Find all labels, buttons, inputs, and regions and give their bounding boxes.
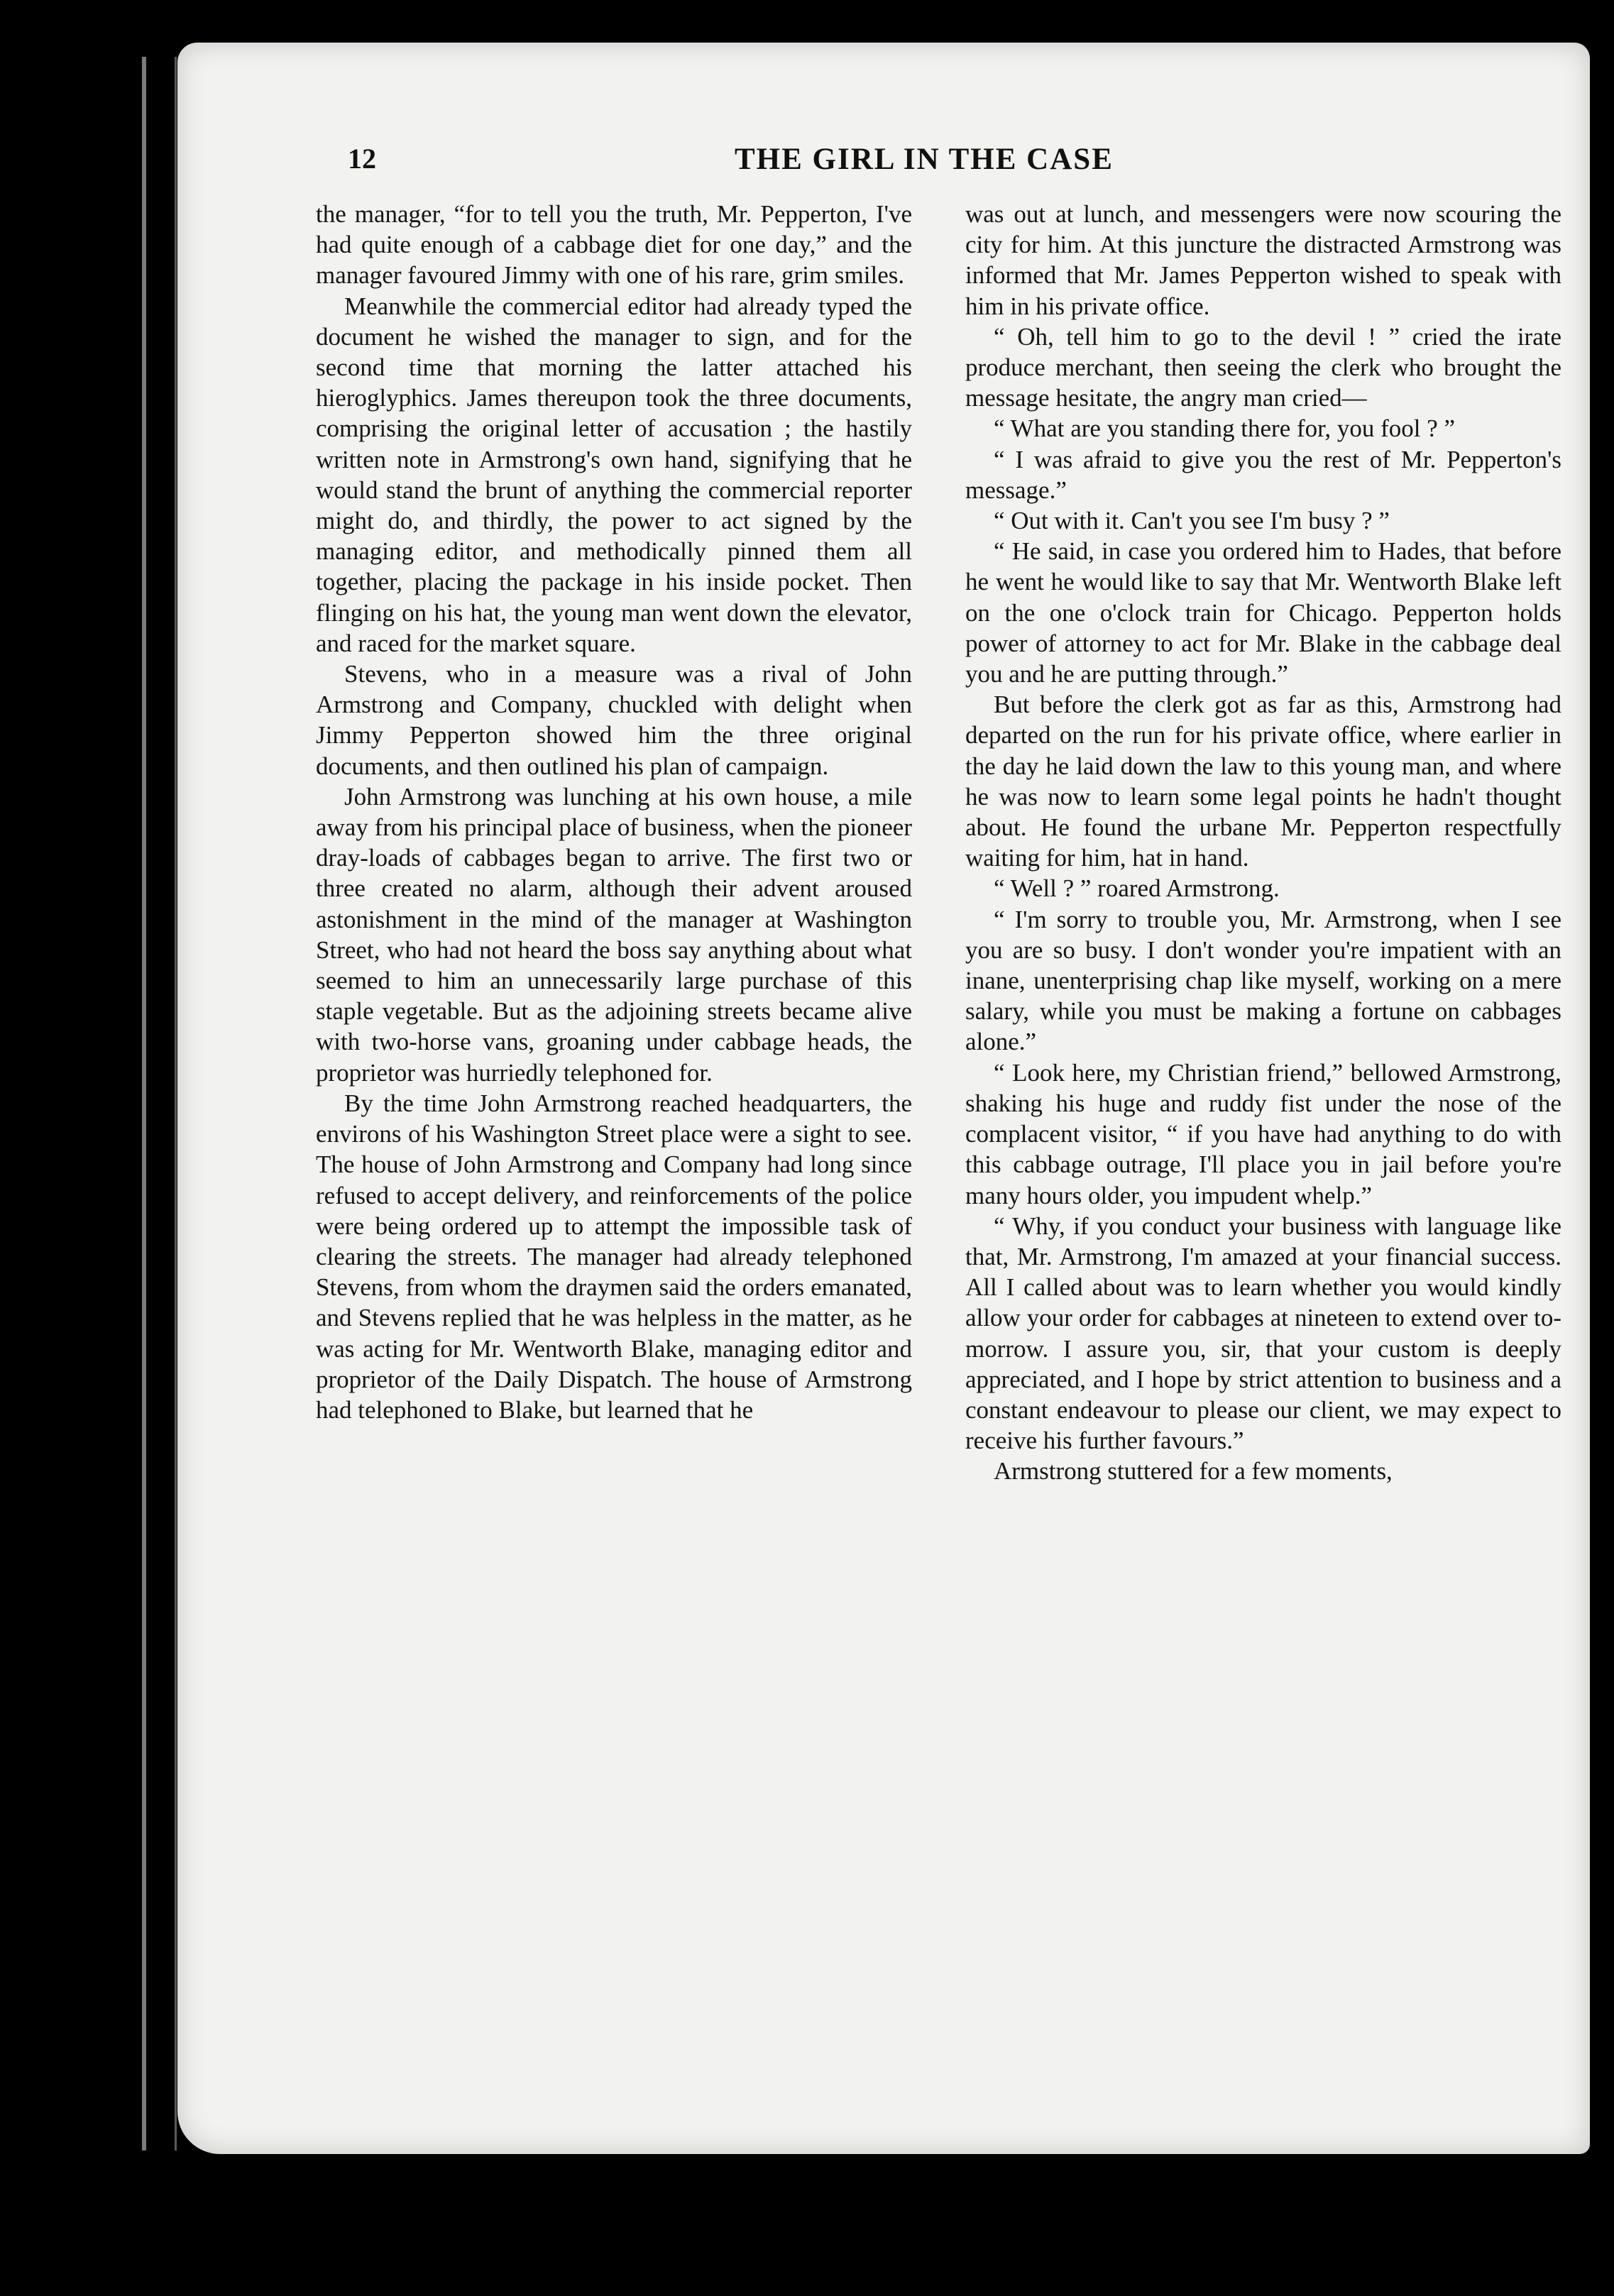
paragraph: John Armstrong was lunching at his own house, a mile away from his principal place of business, when the pioneer dray-loads of cabbages began to arrive. The first two or three created no alarm, although their advent aroused astonishment in the mind of the manager at Washington Street, who had not heard the boss say anything about what seemed to him an unnecessarily large purchase of this staple vegetable. But as the adjoining streets became alive with two-horse vans, groaning under cabbage heads, the proprietor was hurriedly telephoned for. [316, 782, 912, 1087]
paragraph: “ Oh, tell him to go to the devil ! ” cried the irate produce merchant, then seeing the clerk who brought the message hesitate, the angry man cried— [965, 322, 1561, 412]
paragraph: By the time John Armstrong reached headquarters, the environs of his Washington Street place were a sight to see. The house of John Armstrong and Company had long since refused to accept delivery, and reinforcements of the police were being ordered up to attempt the impossible task of clearing the streets. The manager had already telephoned Stevens, from whom the draymen said the orders emanated, and Stevens replied that he was helpless in the matter, as he was acting for Mr. Wentworth Blake, managing editor and proprietor of the Daily Dispatch. The house of Armstrong had telephoned to Blake, but learned that he [316, 1089, 912, 1424]
paragraph: Stevens, who in a measure was a rival of John Armstrong and Company, chuckled with delight when Jimmy Pepperton showed him the three original documents, and then outlined his plan of campaign. [316, 660, 912, 780]
page-number: 12 [348, 143, 376, 175]
right-column [965, 199, 1561, 1487]
page-header [348, 142, 1569, 185]
paragraph: “ He said, in case you ordered him to Hades, that before he went he would like to say that Mr. Wentworth Blake left on the one o'clock train for Chicago. Pepperton holds power of attorney to act for Mr. Blake in the cabbage deal you and he are putting through.” [965, 537, 1561, 688]
paragraph: “ Out with it. Can't you see I'm busy ? ” [994, 507, 1390, 535]
paragraph: Meanwhile the commercial editor had already typed the document he wished the manager to sign, and for the second time that morning the latter attached his hieroglyphics. James thereupon took the three documents, comprising the original letter of accusation ; the hastily written note in Armstrong's own hand, signifying that he would stand the brunt of anything the commercial reporter might do, and thirdly, the power to act signed by the managing editor, and methodically pinned them all together, placing the package in his inside pocket. Then flinging on his hat, the young man went down the elevator, and raced for the market square. [316, 292, 912, 657]
paragraph: But before the clerk got as far as this, Armstrong had departed on the run for his private office, where earlier in the day he laid down the law to this young man, and where he was now to learn some legal points he hadn't thought about. He found the urbane Mr. Pepperton respectfully waiting for him, hat in hand. [965, 691, 1561, 872]
page-edge [142, 57, 177, 2151]
paragraph: Armstrong stuttered for a few moments, [994, 1457, 1393, 1485]
paragraph: “ I'm sorry to trouble you, Mr. Armstrong, when I see you are so busy. I don't wonder you're impatient with an inane, unenterprising chap like myself, working on a mere salary, while you must be making a fortune on cabbages alone.” [965, 905, 1561, 1056]
paragraph: “ Well ? ” roared Armstrong. [994, 874, 1280, 903]
paragraph: “ I was afraid to give you the rest of Mr. Pepperton's message.” [965, 445, 1561, 504]
running-title: THE GIRL IN THE CASE [735, 143, 1114, 176]
left-column [316, 199, 912, 1425]
paragraph: the manager, “for to tell you the truth, Mr. Pepperton, I've had quite enough of a cabbage diet for one day,” and the manager favoured Jimmy with one of his rare, grim smiles. [316, 200, 912, 290]
paragraph: “ Look here, my Christian friend,” bellowed Armstrong, shaking his huge and ruddy fist under the nose of the complacent visitor, “ if you have had anything to do with this cabbage outrage, I'll place you in jail before you're many hours older, you impudent whelp.” [965, 1058, 1561, 1209]
paragraph: was out at lunch, and messengers were now scouring the city for him. At this juncture the distracted Armstrong was informed that Mr. James Pepperton wished to speak with him in his private office. [965, 200, 1561, 320]
paragraph: “ Why, if you conduct your business with language like that, Mr. Armstrong, I'm amazed at your financial success. All I called about was to learn whether you would kindly allow your order for cabbages at nineteen to extend over to-morrow. I assure you, sir, that your custom is deeply appreciated, and I hope by strict attention to business and a constant endeavour to please our client, we may expect to receive his further favours.” [965, 1212, 1561, 1455]
paragraph: “ What are you standing there for, you fool ? ” [994, 414, 1456, 443]
